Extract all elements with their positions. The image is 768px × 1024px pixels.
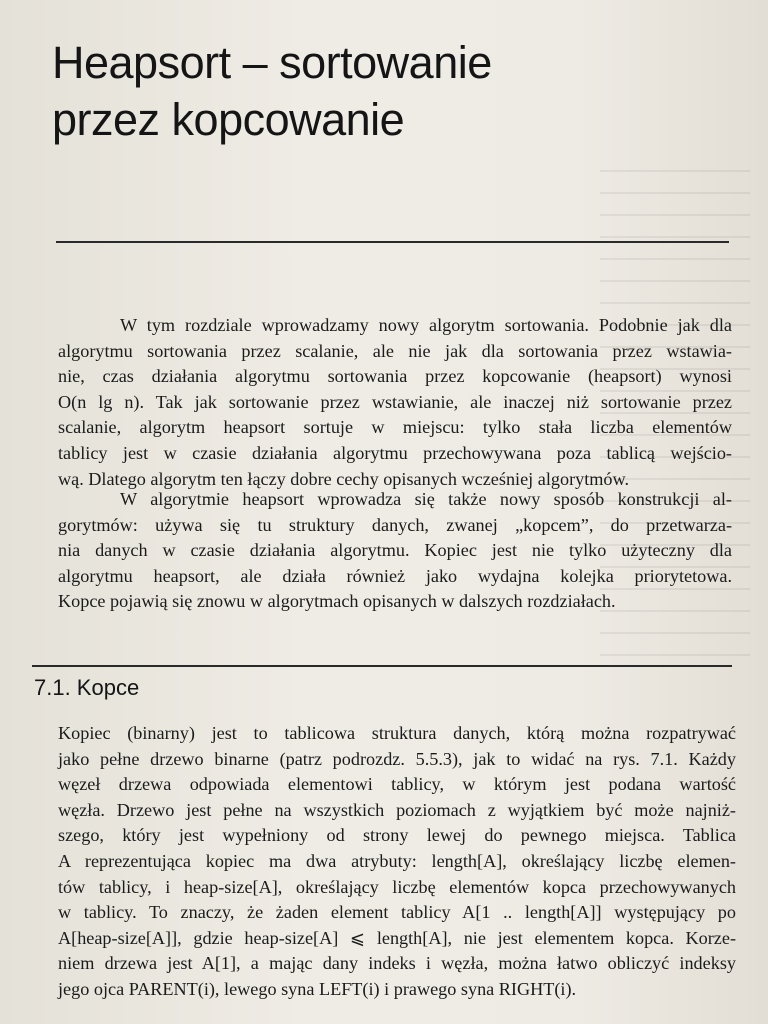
text-line: tablicy jest w czasie działania algorytmu przechowywana poza tablicą wejścio- bbox=[58, 442, 732, 463]
text-line: Kopce pojawią się znowu w algorytmach opisanych w dalszych rozdziałach. bbox=[58, 591, 616, 612]
text-line: Kopiec (binarny) jest to tablicowa struktura danych, którą można rozpatrywać bbox=[58, 723, 736, 743]
section-title: 7.1. Kopce bbox=[34, 675, 140, 700]
text-line: A reprezentująca kopiec ma dwa atrybuty: length[A], określający liczbę elemen- bbox=[58, 850, 736, 871]
text-line: węzeł drzewa odpowiada elementowi tablicy, w którym jest podana wartość bbox=[58, 774, 736, 795]
text-line: W tym rozdziale wprowadzamy nowy algorytm sortowania. Podobnie jak dla bbox=[120, 315, 732, 335]
text-line: w tablicy. To znaczy, że żaden element tablicy A[1 .. length[A]] występujący po bbox=[58, 902, 736, 923]
text-line: scalanie, algorytm heapsort sortuje w miejscu: tylko stała liczba elementów bbox=[58, 417, 732, 438]
text-line: algorytmu sortowania przez scalanie, ale nie jak dla sortowania przez wstawia- bbox=[58, 340, 732, 361]
text-line: nia danych w czasie działania algorytmu. Kopiec jest nie tylko użyteczny dla bbox=[58, 540, 732, 561]
section-divider bbox=[32, 665, 732, 667]
chapter-divider bbox=[56, 241, 729, 243]
text-line: algorytmu heapsort, ale działa również jako wydajna kolejka priorytetowa. bbox=[58, 565, 732, 586]
text-line: nie, czas działania algorytmu sortowania przez kopcowanie (heapsort) wynosi bbox=[58, 366, 732, 387]
intro-paragraph-1 bbox=[58, 313, 732, 492]
text-line: W algorytmie heapsort wprowadza się także nowy sposób konstrukcji al- bbox=[120, 489, 732, 509]
text-line: wą. Dlatego algorytm ten łączy dobre cechy opisanych wcześniej algorytmów. bbox=[58, 468, 630, 489]
text-line: jako pełne drzewo binarne (patrz podrozdz. 5.5.3), jak to widać na rys. 7.1. Każdy bbox=[58, 748, 736, 769]
chapter-title-line-1: Heapsort – sortowanie bbox=[52, 37, 492, 88]
text-line: węzła. Drzewo jest pełne na wszystkich poziomach z wyjątkiem być może najniż- bbox=[58, 799, 736, 820]
text-line: gorytmów: używa się tu struktury danych, zwanej „kopcem”, do przetwarza- bbox=[58, 514, 732, 535]
chapter-title-line-2: przez kopcowanie bbox=[52, 94, 405, 145]
text-line: szego, który jest wypełniony od strony lewej do pewnego miejsca. Tablica bbox=[58, 825, 736, 846]
text-line: niem drzewa jest A[1], a mając dany indeks i węzła, można łatwo obliczyć indeksy bbox=[58, 953, 736, 974]
chapter-title bbox=[52, 34, 612, 148]
section-paragraph bbox=[58, 721, 736, 1003]
text-line: jego ojca PARENT(i), lewego syna LEFT(i) i prawego syna RIGHT(i). bbox=[58, 978, 577, 999]
text-line: tów tablicy, i heap-size[A], określający liczbę elementów kopca przechowywanych bbox=[58, 876, 736, 897]
text-line: O(n lg n). Tak jak sortowanie przez wstawianie, ale inaczej niż sortowanie przez bbox=[58, 391, 732, 412]
intro-paragraph-2 bbox=[58, 487, 732, 615]
text-line: A[heap-size[A]], gdzie heap-size[A] ⩽ length[A], nie jest elementem kopca. Korze- bbox=[58, 927, 736, 948]
